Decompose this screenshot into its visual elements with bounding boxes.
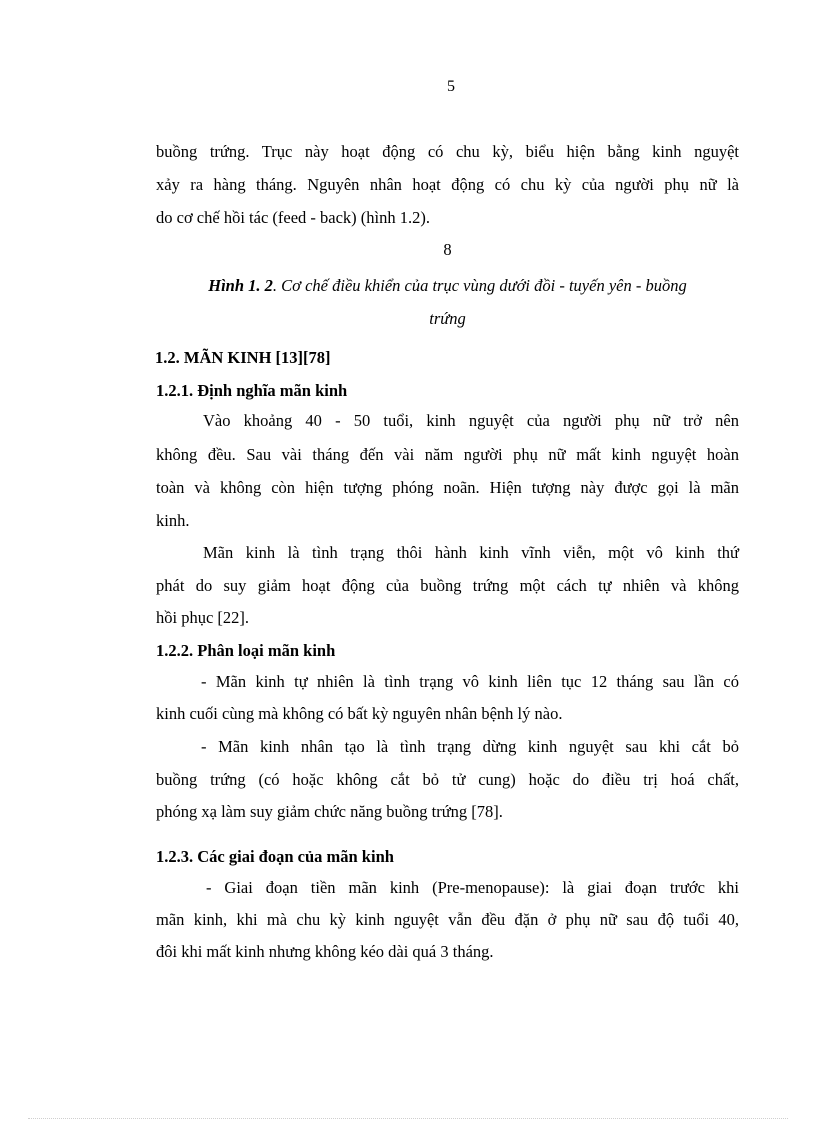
paragraph-1-line-1: buồng trứng. Trục này hoạt động có chu kỳ, biểu hiện bằng kinh nguyệt (156, 142, 739, 161)
figure-caption-label: Hình 1. 2 (208, 276, 273, 295)
paragraph-2-line-2: không đều. Sau vài tháng đến vài năm người phụ nữ mất kinh nguyệt hoàn (156, 445, 739, 464)
heading-1-2: 1.2. MÃN KINH [13][78] (155, 348, 331, 367)
paragraph-6-line-2: mãn kinh, khi mà chu kỳ kinh nguyệt vẫn đều đặn ở phụ nữ sau độ tuổi 40, (156, 910, 739, 929)
page-number: 5 (447, 78, 455, 95)
heading-1-2-2: 1.2.2. Phân loại mãn kinh (156, 641, 336, 660)
paragraph-2-line-3: toàn và không còn hiện tượng phóng noãn. Hiện tượng này được gọi là mãn (156, 478, 739, 497)
heading-1-2-3: 1.2.3. Các giai đoạn của mãn kinh (156, 847, 394, 866)
paragraph-3-line-2: phát do suy giảm hoạt động của buồng trứng một cách tự nhiên và không (156, 576, 739, 595)
paragraph-5-line-1: - Mãn kinh nhân tạo là tình trạng dừng kinh nguyệt sau khi cắt bỏ (201, 737, 739, 756)
paragraph-5-line-2: buồng trứng (có hoặc không cắt bỏ tử cung) hoặc do điều trị hoá chất, (156, 770, 739, 789)
paragraph-3-line-1: Mãn kinh là tình trạng thôi hành kinh vĩnh viễn, một vô kinh thứ (203, 543, 739, 562)
figure-caption (156, 276, 739, 296)
paragraph-1-line-2: xảy ra hàng tháng. Nguyên nhân hoạt động có chu kỳ của người phụ nữ là (156, 175, 739, 194)
paragraph-2-line-1: Vào khoảng 40 - 50 tuổi, kinh nguyệt của người phụ nữ trở nên (203, 411, 739, 430)
figure-number: 8 (443, 240, 452, 259)
paragraph-3-line-3: hồi phục [22]. (156, 608, 250, 627)
paragraph-2-line-4: kinh. (156, 511, 190, 530)
paragraph-5-line-3: phóng xạ làm suy giảm chức năng buồng trứng [78]. (156, 802, 503, 821)
figure-caption-text: . Cơ chế điều khiển của trục vùng dưới đồi - tuyến yên - buồng (272, 276, 687, 295)
paragraph-4-line-2: kinh cuối cùng mà không có bất kỳ nguyên nhân bệnh lý nào. (156, 704, 563, 723)
paragraph-6-line-3: đôi khi mất kinh nhưng không kéo dài quá 3 tháng. (156, 942, 494, 961)
figure-caption-line-2: trứng (429, 309, 466, 328)
paragraph-1-line-3: do cơ chế hồi tác (feed - back) (hình 1.2). (156, 208, 430, 227)
heading-1-2-1: 1.2.1. Định nghĩa mãn kinh (156, 381, 348, 400)
page-bottom-divider (28, 1118, 788, 1119)
paragraph-4-line-1: - Mãn kinh tự nhiên là tình trạng vô kinh liên tục 12 tháng sau lần có (201, 672, 739, 691)
paragraph-6-line-1: - Giai đoạn tiền mãn kinh (Pre-menopause): là giai đoạn trước khi (206, 878, 739, 897)
